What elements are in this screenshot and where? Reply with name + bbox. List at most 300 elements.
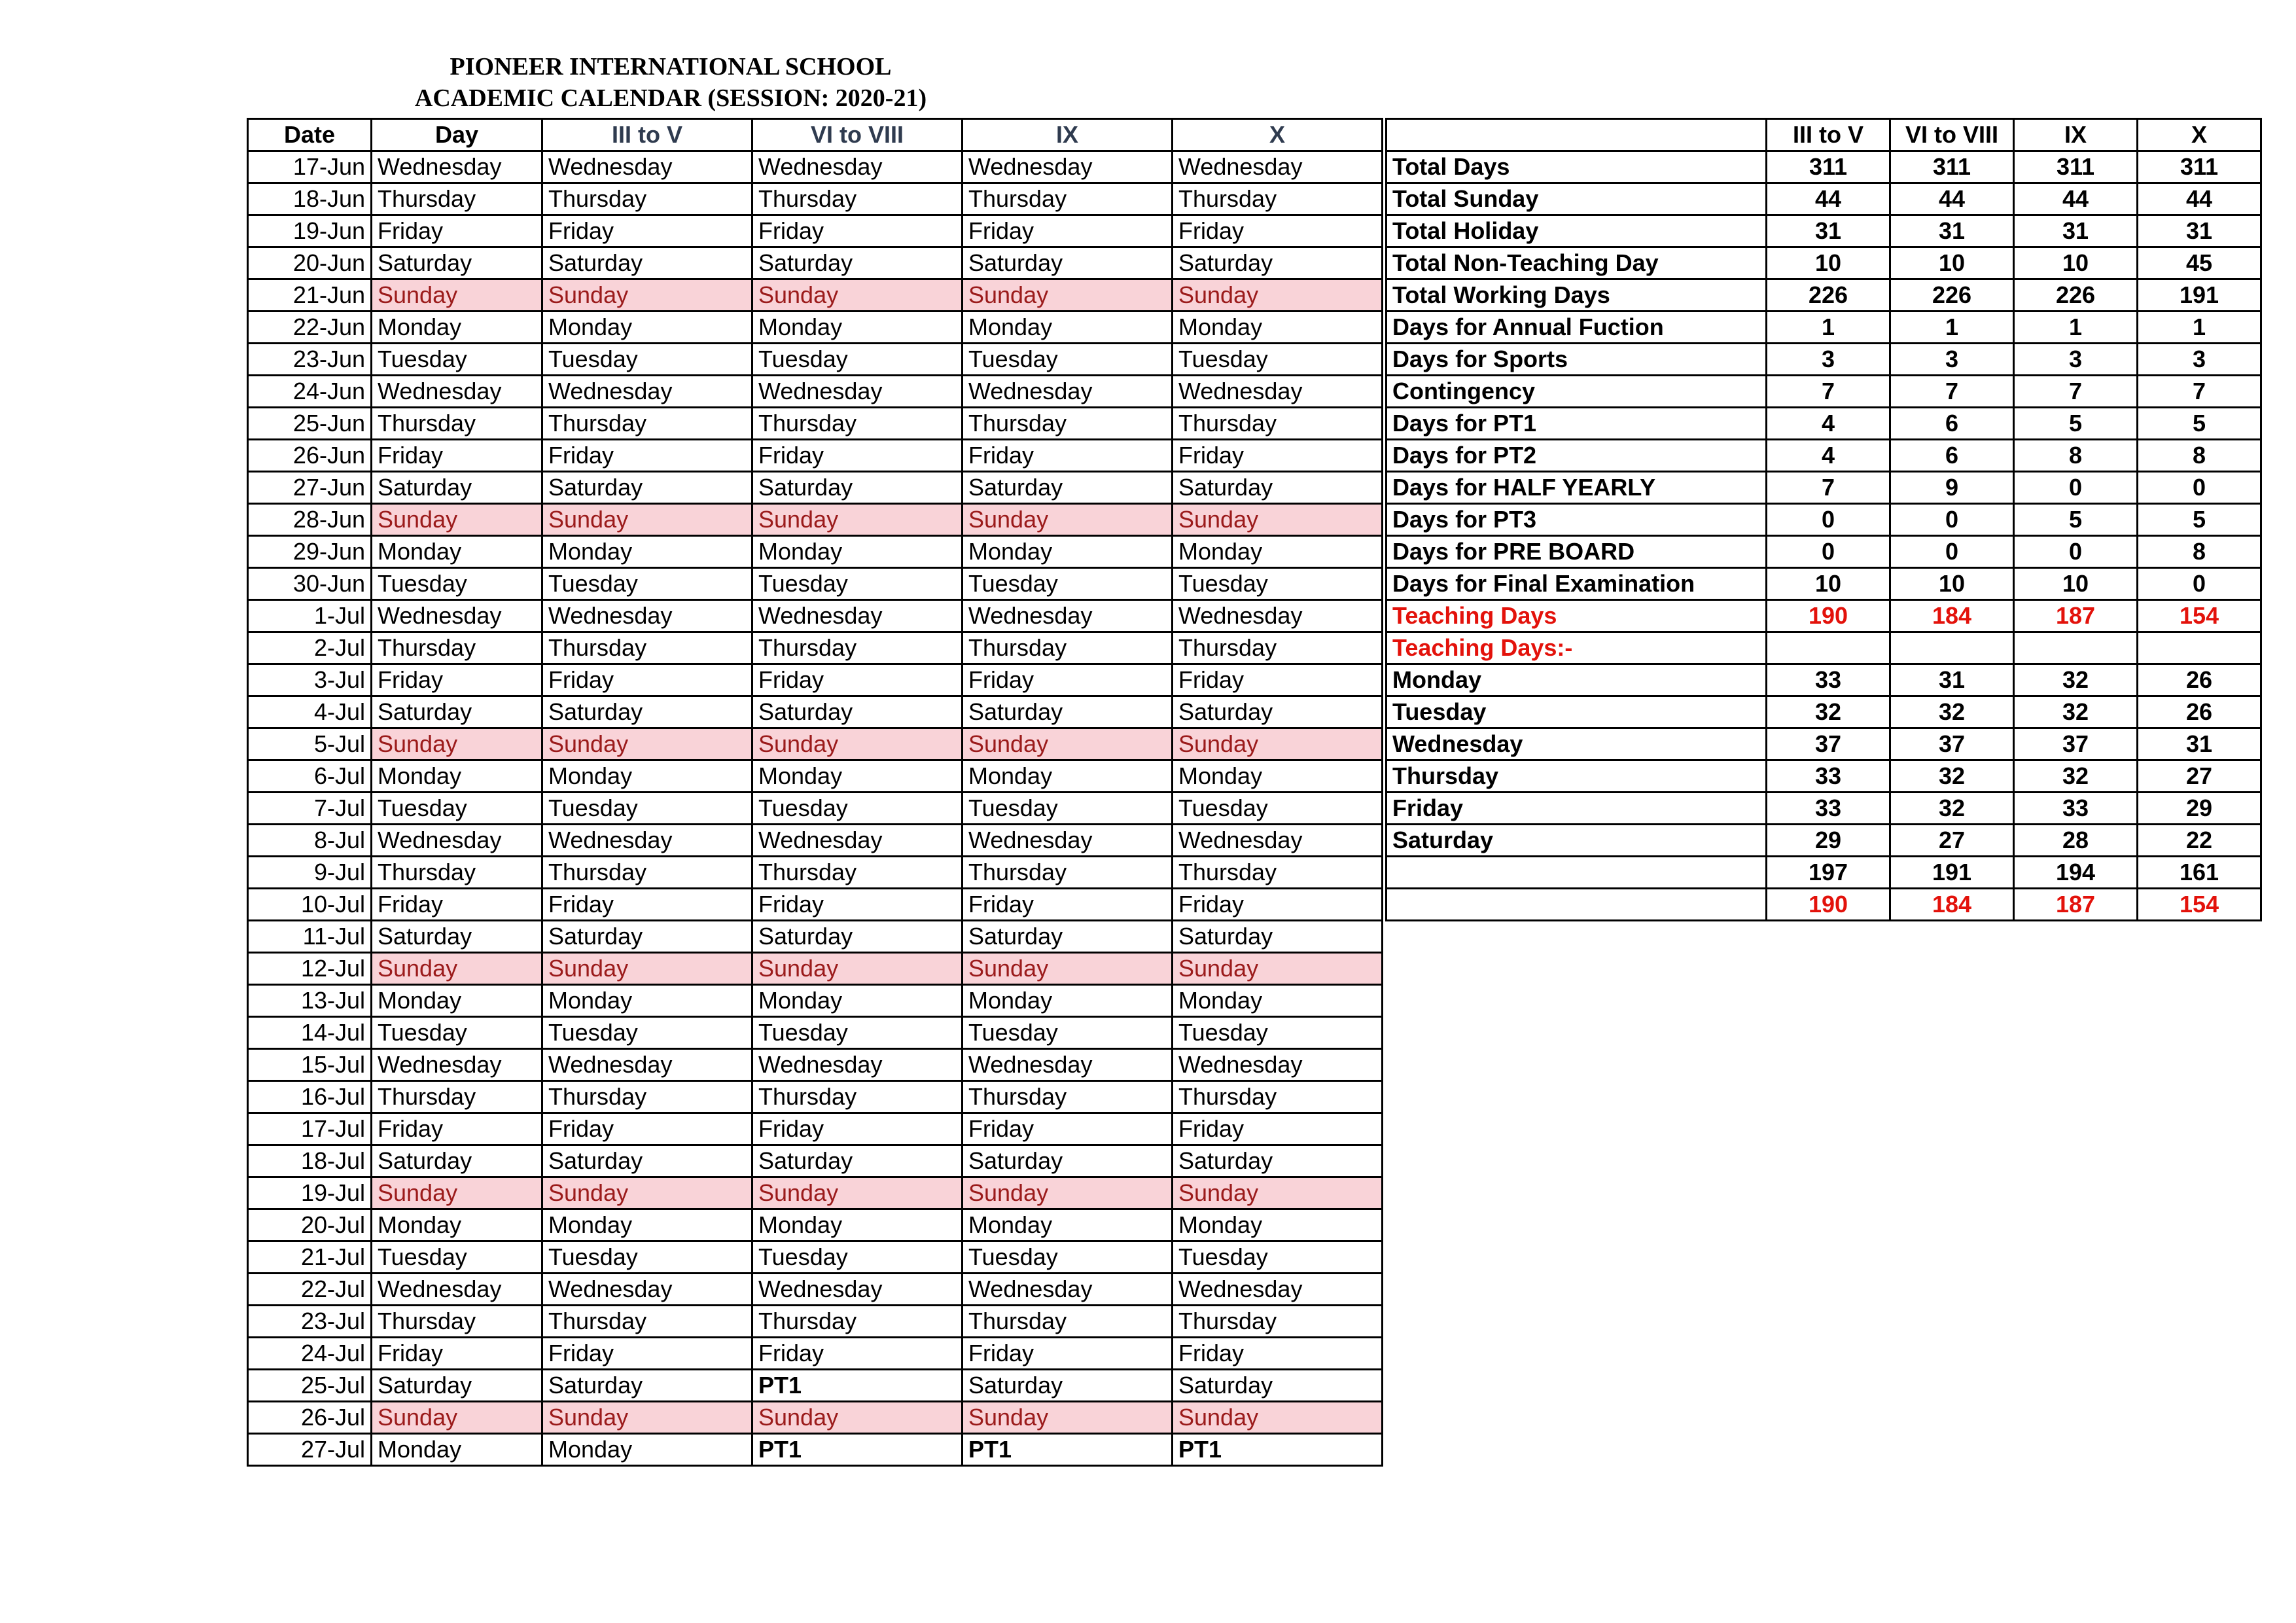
summary-label: Saturday	[1386, 825, 1767, 857]
vi-to-viii-cell: Wednesday	[752, 825, 963, 857]
iii-to-v-cell: Wednesday	[542, 825, 752, 857]
summary-value: 311	[1767, 151, 1890, 183]
day-cell: Wednesday	[372, 600, 542, 632]
date-cell: 19-Jul	[248, 1177, 372, 1209]
summary-row	[1386, 600, 2261, 632]
summary-value	[2014, 632, 2138, 664]
ix-cell: Sunday	[963, 279, 1173, 312]
day-cell: Wednesday	[372, 1049, 542, 1081]
calendar-row	[248, 1274, 1383, 1306]
vi-to-viii-cell: Wednesday	[752, 376, 963, 408]
summary-value: 190	[1767, 600, 1890, 632]
vi-to-viii-cell: Thursday	[752, 1081, 963, 1113]
date-cell: 26-Jul	[248, 1402, 372, 1434]
day-cell: Friday	[372, 889, 542, 921]
calendar-row	[248, 1145, 1383, 1177]
calendar-row	[248, 344, 1383, 376]
summary-value: 26	[2138, 664, 2261, 696]
summary-row	[1386, 536, 2261, 568]
calendar-row	[248, 1017, 1383, 1049]
x-cell: Sunday	[1173, 1402, 1383, 1434]
iii-to-v-cell: Thursday	[542, 857, 752, 889]
summary-row	[1386, 857, 2261, 889]
summary-value: 3	[1767, 344, 1890, 376]
day-cell: Friday	[372, 664, 542, 696]
summary-value: 31	[2014, 215, 2138, 247]
x-cell: Sunday	[1173, 728, 1383, 760]
summary-value: 154	[2138, 889, 2261, 921]
calendar-row	[248, 1434, 1383, 1466]
vi-to-viii-cell: PT1	[752, 1370, 963, 1402]
ix-cell: Friday	[963, 664, 1173, 696]
date-cell: 11-Jul	[248, 921, 372, 953]
vi-to-viii-cell: Saturday	[752, 1145, 963, 1177]
iii-to-v-cell: Saturday	[542, 247, 752, 279]
date-cell: 19-Jun	[248, 215, 372, 247]
summary-value: 0	[2138, 472, 2261, 504]
ix-cell: Friday	[963, 440, 1173, 472]
date-cell: 16-Jul	[248, 1081, 372, 1113]
x-cell: Tuesday	[1173, 1017, 1383, 1049]
x-cell: Thursday	[1173, 1306, 1383, 1338]
date-cell: 14-Jul	[248, 1017, 372, 1049]
x-cell: Saturday	[1173, 472, 1383, 504]
iii-to-v-cell: Thursday	[542, 1306, 752, 1338]
day-cell: Thursday	[372, 183, 542, 215]
calendar-row	[248, 1209, 1383, 1241]
iii-to-v-cell: Saturday	[542, 696, 752, 728]
day-cell: Thursday	[372, 857, 542, 889]
ix-cell: Saturday	[963, 247, 1173, 279]
date-cell: 18-Jun	[248, 183, 372, 215]
iii-to-v-cell: Friday	[542, 440, 752, 472]
summary-value: 161	[2138, 857, 2261, 889]
summary-value: 0	[1767, 504, 1890, 536]
summary-value: 7	[2014, 376, 2138, 408]
summary-row	[1386, 664, 2261, 696]
day-cell: Monday	[372, 760, 542, 793]
day-cell: Friday	[372, 1338, 542, 1370]
day-cell: Tuesday	[372, 1017, 542, 1049]
summary-value: 10	[2014, 568, 2138, 600]
summary-row	[1386, 696, 2261, 728]
date-cell: 5-Jul	[248, 728, 372, 760]
iii-to-v-cell: Thursday	[542, 1081, 752, 1113]
vi-to-viii-cell: Monday	[752, 1209, 963, 1241]
vi-to-viii-cell: Sunday	[752, 279, 963, 312]
iii-to-v-cell: Tuesday	[542, 344, 752, 376]
vi-to-viii-cell: Wednesday	[752, 1274, 963, 1306]
ix-cell: Wednesday	[963, 151, 1173, 183]
iii-to-v-cell: Friday	[542, 889, 752, 921]
calendar-row	[248, 247, 1383, 279]
summary-value: 3	[2014, 344, 2138, 376]
ix-cell: Friday	[963, 889, 1173, 921]
ix-cell: Monday	[963, 312, 1173, 344]
summary-value: 10	[1890, 568, 2014, 600]
x-cell: Saturday	[1173, 921, 1383, 953]
ix-cell: PT1	[963, 1434, 1173, 1466]
summary-row	[1386, 793, 2261, 825]
summary-value: 31	[1767, 215, 1890, 247]
summary-value: 226	[2014, 279, 2138, 312]
summary-value: 0	[1890, 504, 2014, 536]
date-cell: 17-Jun	[248, 151, 372, 183]
calendar-row	[248, 504, 1383, 536]
summary-label: Days for PRE BOARD	[1386, 536, 1767, 568]
summary-value: 191	[1890, 857, 2014, 889]
calendar-row	[248, 632, 1383, 664]
ix-cell: Tuesday	[963, 1017, 1173, 1049]
day-cell: Sunday	[372, 953, 542, 985]
calendar-row	[248, 312, 1383, 344]
date-cell: 1-Jul	[248, 600, 372, 632]
iii-to-v-cell: Monday	[542, 312, 752, 344]
summary-value: 44	[1890, 183, 2014, 215]
summary-row	[1386, 247, 2261, 279]
summary-value: 44	[2138, 183, 2261, 215]
vi-to-viii-cell: Monday	[752, 536, 963, 568]
summary-value: 9	[1890, 472, 2014, 504]
ix-cell: Monday	[963, 1209, 1173, 1241]
vi-to-viii-cell: Wednesday	[752, 1049, 963, 1081]
ix-cell: Sunday	[963, 953, 1173, 985]
ix-cell: Monday	[963, 985, 1173, 1017]
summary-value: 7	[1767, 376, 1890, 408]
summary-value: 22	[2138, 825, 2261, 857]
calendar-row	[248, 1370, 1383, 1402]
iii-to-v-cell: Friday	[542, 1338, 752, 1370]
vi-to-viii-cell: Saturday	[752, 696, 963, 728]
summary-value: 184	[1890, 600, 2014, 632]
day-cell: Thursday	[372, 408, 542, 440]
summary-value: 197	[1767, 857, 1890, 889]
summary-value: 226	[1890, 279, 2014, 312]
summary-row	[1386, 889, 2261, 921]
iii-to-v-cell: Sunday	[542, 728, 752, 760]
iii-to-v-cell: Sunday	[542, 1177, 752, 1209]
vi-to-viii-cell: Friday	[752, 215, 963, 247]
calendar-row	[248, 1049, 1383, 1081]
vi-to-viii-cell: Friday	[752, 440, 963, 472]
iii-to-v-cell: Saturday	[542, 1370, 752, 1402]
calendar-row	[248, 728, 1383, 760]
x-cell: Tuesday	[1173, 344, 1383, 376]
ix-cell: Thursday	[963, 857, 1173, 889]
ix-cell: Tuesday	[963, 568, 1173, 600]
summary-value: 3	[2138, 344, 2261, 376]
calendar-row	[248, 440, 1383, 472]
x-cell: Saturday	[1173, 696, 1383, 728]
summary-value: 0	[2014, 536, 2138, 568]
iii-to-v-cell: Thursday	[542, 183, 752, 215]
summary-col-x: X	[2138, 119, 2261, 151]
x-cell: Thursday	[1173, 857, 1383, 889]
summary-value: 184	[1890, 889, 2014, 921]
summary-value: 3	[1890, 344, 2014, 376]
col-header-date: Date	[248, 119, 372, 151]
iii-to-v-cell: Saturday	[542, 472, 752, 504]
x-cell: Sunday	[1173, 953, 1383, 985]
x-cell: Wednesday	[1173, 600, 1383, 632]
calendar-row	[248, 825, 1383, 857]
calendar-row	[248, 215, 1383, 247]
summary-value: 10	[1767, 568, 1890, 600]
vi-to-viii-cell: Monday	[752, 760, 963, 793]
ix-cell: Saturday	[963, 472, 1173, 504]
summary-value: 31	[1890, 664, 2014, 696]
date-cell: 4-Jul	[248, 696, 372, 728]
vi-to-viii-cell: Thursday	[752, 632, 963, 664]
date-cell: 23-Jul	[248, 1306, 372, 1338]
ix-cell: Wednesday	[963, 376, 1173, 408]
summary-value: 44	[1767, 183, 1890, 215]
date-cell: 20-Jun	[248, 247, 372, 279]
summary-row	[1386, 568, 2261, 600]
summary-value: 187	[2014, 600, 2138, 632]
summary-label: Days for Sports	[1386, 344, 1767, 376]
vi-to-viii-cell: Wednesday	[752, 151, 963, 183]
vi-to-viii-cell: Tuesday	[752, 1241, 963, 1274]
day-cell: Thursday	[372, 632, 542, 664]
vi-to-viii-cell: Thursday	[752, 857, 963, 889]
date-cell: 15-Jul	[248, 1049, 372, 1081]
iii-to-v-cell: Sunday	[542, 1402, 752, 1434]
date-cell: 26-Jun	[248, 440, 372, 472]
vi-to-viii-cell: Tuesday	[752, 344, 963, 376]
date-cell: 17-Jul	[248, 1113, 372, 1145]
summary-value: 311	[2014, 151, 2138, 183]
summary-value: 191	[2138, 279, 2261, 312]
iii-to-v-cell: Tuesday	[542, 1241, 752, 1274]
date-cell: 30-Jun	[248, 568, 372, 600]
summary-col-vi-to-viii: VI to VIII	[1890, 119, 2014, 151]
x-cell: Friday	[1173, 889, 1383, 921]
date-cell: 24-Jul	[248, 1338, 372, 1370]
col-header-x: X	[1173, 119, 1383, 151]
summary-col-iii-to-v: III to V	[1767, 119, 1890, 151]
iii-to-v-cell: Tuesday	[542, 793, 752, 825]
summary-value: 26	[2138, 696, 2261, 728]
ix-cell: Monday	[963, 760, 1173, 793]
x-cell: Monday	[1173, 1209, 1383, 1241]
date-cell: 3-Jul	[248, 664, 372, 696]
ix-cell: Thursday	[963, 1306, 1173, 1338]
ix-cell: Sunday	[963, 1177, 1173, 1209]
summary-label: Teaching Days	[1386, 600, 1767, 632]
summary-label: Days for PT1	[1386, 408, 1767, 440]
iii-to-v-cell: Friday	[542, 1113, 752, 1145]
vi-to-viii-cell: Sunday	[752, 1402, 963, 1434]
date-cell: 21-Jul	[248, 1241, 372, 1274]
summary-value: 8	[2138, 440, 2261, 472]
summary-value: 37	[1767, 728, 1890, 760]
iii-to-v-cell: Saturday	[542, 921, 752, 953]
summary-row	[1386, 760, 2261, 793]
summary-value: 33	[1767, 793, 1890, 825]
summary-label: Days for PT3	[1386, 504, 1767, 536]
summary-value: 0	[1890, 536, 2014, 568]
summary-row	[1386, 151, 2261, 183]
iii-to-v-cell: Wednesday	[542, 600, 752, 632]
summary-label: Thursday	[1386, 760, 1767, 793]
day-cell: Saturday	[372, 921, 542, 953]
vi-to-viii-cell: Thursday	[752, 1306, 963, 1338]
summary-value: 37	[1890, 728, 2014, 760]
summary-row	[1386, 440, 2261, 472]
vi-to-viii-cell: Tuesday	[752, 793, 963, 825]
date-cell: 12-Jul	[248, 953, 372, 985]
x-cell: Wednesday	[1173, 1049, 1383, 1081]
vi-to-viii-cell: Saturday	[752, 247, 963, 279]
x-cell: Monday	[1173, 985, 1383, 1017]
calendar-row	[248, 985, 1383, 1017]
summary-value: 29	[1767, 825, 1890, 857]
summary-value: 33	[2014, 793, 2138, 825]
summary-header-row	[1386, 119, 2261, 151]
ix-cell: Saturday	[963, 696, 1173, 728]
col-header-day: Day	[372, 119, 542, 151]
day-cell: Thursday	[372, 1306, 542, 1338]
iii-to-v-cell: Wednesday	[542, 151, 752, 183]
summary-value	[2138, 632, 2261, 664]
ix-cell: Sunday	[963, 504, 1173, 536]
calendar-row	[248, 536, 1383, 568]
calendar-row	[248, 472, 1383, 504]
summary-row	[1386, 728, 2261, 760]
date-cell: 9-Jul	[248, 857, 372, 889]
summary-value: 6	[1890, 408, 2014, 440]
calendar-subtitle: ACADEMIC CALENDAR (SESSION: 2020-21)	[414, 84, 927, 112]
summary-row	[1386, 183, 2261, 215]
calendar-row	[248, 1306, 1383, 1338]
summary-value: 8	[2138, 536, 2261, 568]
calendar-row	[248, 696, 1383, 728]
ix-cell: Sunday	[963, 728, 1173, 760]
summary-label: Monday	[1386, 664, 1767, 696]
calendar-row	[248, 921, 1383, 953]
summary-label	[1386, 889, 1767, 921]
day-cell: Monday	[372, 536, 542, 568]
date-cell: 8-Jul	[248, 825, 372, 857]
summary-value: 5	[2138, 408, 2261, 440]
summary-value: 7	[1767, 472, 1890, 504]
x-cell: Tuesday	[1173, 1241, 1383, 1274]
summary-value: 154	[2138, 600, 2261, 632]
summary-label: Days for Final Examination	[1386, 568, 1767, 600]
iii-to-v-cell: Monday	[542, 1434, 752, 1466]
iii-to-v-cell: Saturday	[542, 1145, 752, 1177]
summary-value: 0	[2014, 472, 2138, 504]
vi-to-viii-cell: Sunday	[752, 953, 963, 985]
vi-to-viii-cell: Monday	[752, 985, 963, 1017]
ix-cell: Friday	[963, 1338, 1173, 1370]
summary-row	[1386, 344, 2261, 376]
date-cell: 27-Jun	[248, 472, 372, 504]
summary-value: 0	[1767, 536, 1890, 568]
summary-value: 32	[1890, 696, 2014, 728]
iii-to-v-cell: Monday	[542, 760, 752, 793]
summary-value: 1	[2138, 312, 2261, 344]
summary-row	[1386, 215, 2261, 247]
vi-to-viii-cell: Saturday	[752, 472, 963, 504]
x-cell: Thursday	[1173, 632, 1383, 664]
summary-value: 44	[2014, 183, 2138, 215]
summary-row	[1386, 632, 2261, 664]
summary-value: 7	[1890, 376, 2014, 408]
calendar-row	[248, 408, 1383, 440]
summary-value: 32	[2014, 696, 2138, 728]
day-cell: Tuesday	[372, 568, 542, 600]
x-cell: Saturday	[1173, 1370, 1383, 1402]
day-cell: Wednesday	[372, 151, 542, 183]
ix-cell: Friday	[963, 215, 1173, 247]
calendar-body	[248, 151, 1383, 1466]
day-cell: Monday	[372, 1434, 542, 1466]
x-cell: Tuesday	[1173, 793, 1383, 825]
iii-to-v-cell: Thursday	[542, 408, 752, 440]
date-cell: 27-Jul	[248, 1434, 372, 1466]
date-cell: 22-Jul	[248, 1274, 372, 1306]
calendar-row	[248, 793, 1383, 825]
ix-cell: Tuesday	[963, 1241, 1173, 1274]
calendar-row	[248, 279, 1383, 312]
iii-to-v-cell: Tuesday	[542, 1017, 752, 1049]
ix-cell: Wednesday	[963, 1049, 1173, 1081]
vi-to-viii-cell: Thursday	[752, 183, 963, 215]
iii-to-v-cell: Sunday	[542, 279, 752, 312]
iii-to-v-cell: Sunday	[542, 953, 752, 985]
vi-to-viii-cell: Friday	[752, 1338, 963, 1370]
calendar-row	[248, 857, 1383, 889]
x-cell: Saturday	[1173, 1145, 1383, 1177]
summary-value: 1	[1890, 312, 2014, 344]
calendar-row	[248, 151, 1383, 183]
summary-value	[1767, 632, 1890, 664]
summary-value: 226	[1767, 279, 1890, 312]
x-cell: Wednesday	[1173, 825, 1383, 857]
day-cell: Sunday	[372, 504, 542, 536]
x-cell: Friday	[1173, 440, 1383, 472]
day-cell: Saturday	[372, 1145, 542, 1177]
summary-value: 32	[2014, 664, 2138, 696]
x-cell: Sunday	[1173, 279, 1383, 312]
summary-value: 10	[2014, 247, 2138, 279]
x-cell: Wednesday	[1173, 376, 1383, 408]
x-cell: Thursday	[1173, 1081, 1383, 1113]
summary-label: Total Working Days	[1386, 279, 1767, 312]
day-cell: Tuesday	[372, 1241, 542, 1274]
calendar-row	[248, 1338, 1383, 1370]
summary-label: Teaching Days:-	[1386, 632, 1767, 664]
x-cell: Wednesday	[1173, 1274, 1383, 1306]
vi-to-viii-cell: Wednesday	[752, 600, 963, 632]
summary-value: 32	[1890, 793, 2014, 825]
day-cell: Friday	[372, 215, 542, 247]
summary-value: 190	[1767, 889, 1890, 921]
calendar-row	[248, 953, 1383, 985]
summary-row	[1386, 279, 2261, 312]
vi-to-viii-cell: Friday	[752, 1113, 963, 1145]
iii-to-v-cell: Wednesday	[542, 1049, 752, 1081]
date-cell: 10-Jul	[248, 889, 372, 921]
vi-to-viii-cell: Thursday	[752, 408, 963, 440]
summary-value	[1890, 632, 2014, 664]
calendar-row	[248, 1241, 1383, 1274]
summary-row	[1386, 504, 2261, 536]
calendar-row	[248, 1113, 1383, 1145]
title-block	[249, 51, 1093, 114]
